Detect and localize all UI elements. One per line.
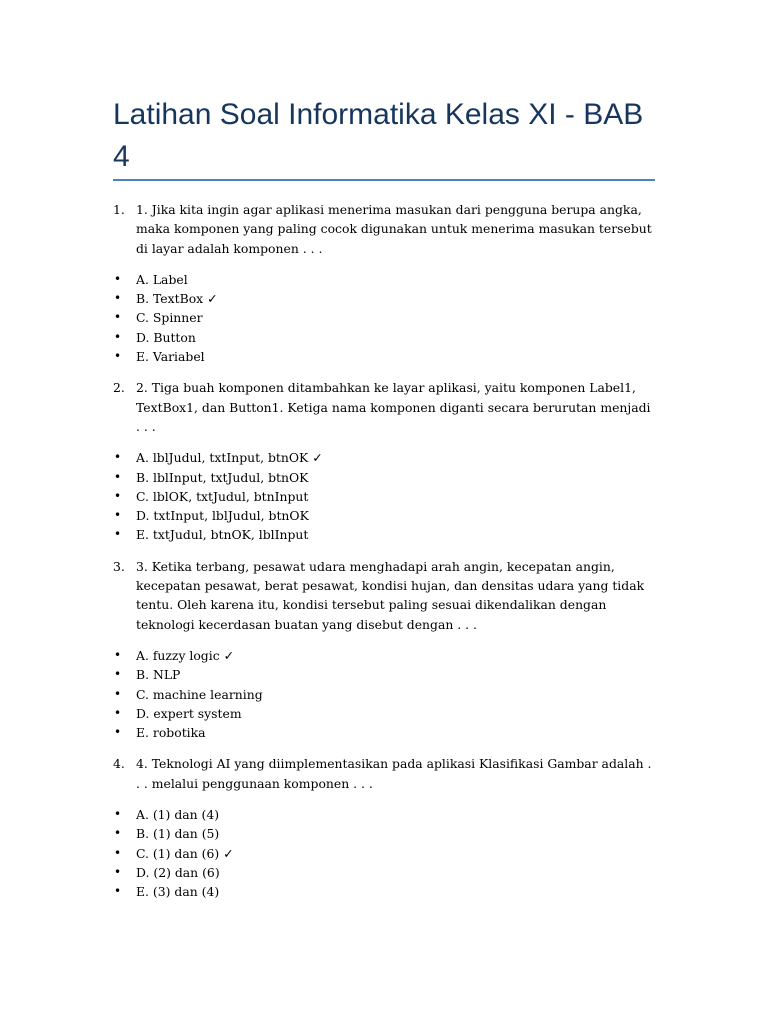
bullet-icon: •: [114, 469, 122, 484]
option-c: [113, 487, 658, 506]
option-text: A. (1) dan (4): [136, 807, 220, 823]
bullet-icon: •: [114, 508, 122, 523]
option-text: C. machine learning: [136, 686, 263, 702]
bullet-icon: •: [114, 725, 122, 740]
question-number: 4.: [113, 756, 125, 772]
option-text: B. NLP: [136, 667, 181, 683]
question-list: [113, 200, 658, 914]
bullet-icon: •: [114, 884, 122, 899]
bullet-icon: •: [114, 349, 122, 364]
question-text: 2. Tiga buah komponen ditambahkan ke layar aplikasi, yaitu komponen Label1, TextBox1, dan Button1. Ketiga nama komponen diganti secara berurutan menjadi . . .: [136, 380, 651, 434]
option-e: [113, 347, 658, 366]
bullet-icon: •: [114, 310, 122, 325]
option-text: E. txtJudul, btnOK, lblInput: [136, 527, 309, 543]
bullet-icon: •: [114, 826, 122, 841]
option-text: A. Label: [136, 271, 188, 287]
option-e: [113, 525, 658, 544]
bullet-icon: •: [114, 647, 122, 662]
option-text: A. lblJudul, txtInput, btnOK ✓: [136, 450, 323, 466]
question-text: 1. Jika kita ingin agar aplikasi menerima masukan dari pengguna berupa angka, maka komponen yang paling cocok digunakan untuk menerima masukan tersebut di layar adalah komponen . . .: [136, 202, 652, 256]
question-number: 2.: [113, 380, 125, 396]
title-underline: [113, 179, 655, 181]
option-text: D. Button: [136, 329, 196, 345]
bullet-icon: •: [114, 686, 122, 701]
bullet-icon: •: [114, 864, 122, 879]
option-b: [113, 468, 658, 487]
option-text: D. txtInput, lblJudul, btnOK: [136, 508, 309, 524]
question-1: [113, 200, 658, 258]
option-d: [113, 506, 658, 525]
option-text: D. expert system: [136, 705, 242, 721]
option-text: B. TextBox ✓: [136, 291, 218, 307]
option-e: [113, 723, 658, 742]
question-3-options: [113, 646, 658, 742]
question-text: 4. Teknologi AI yang diimplementasikan pada aplikasi Klasifikasi Gambar adalah . . . melalui penggunaan komponen . . .: [136, 756, 652, 791]
option-text: E. (3) dan (4): [136, 884, 220, 900]
option-d: [113, 328, 658, 347]
option-b: [113, 289, 658, 308]
option-c: [113, 308, 658, 327]
bullet-icon: •: [114, 705, 122, 720]
option-text: D. (2) dan (6): [136, 864, 220, 880]
question-2: [113, 378, 658, 436]
option-c: [113, 685, 658, 704]
bullet-icon: •: [114, 807, 122, 822]
option-text: E. robotika: [136, 725, 206, 741]
question-3: [113, 557, 658, 634]
bullet-icon: •: [114, 271, 122, 286]
bullet-icon: •: [114, 667, 122, 682]
option-text: B. lblInput, txtJudul, btnOK: [136, 469, 309, 485]
bullet-icon: •: [114, 329, 122, 344]
option-b: [113, 665, 658, 684]
option-d: [113, 704, 658, 723]
option-text: A. fuzzy logic ✓: [136, 647, 234, 663]
option-text: C. (1) dan (6) ✓: [136, 845, 234, 861]
question-1-options: [113, 270, 658, 366]
bullet-icon: •: [114, 845, 122, 860]
option-a: [113, 646, 658, 665]
option-d: [113, 863, 658, 882]
option-a: [113, 270, 658, 289]
option-c: [113, 844, 658, 863]
bullet-icon: •: [114, 527, 122, 542]
option-b: [113, 824, 658, 843]
bullet-icon: •: [114, 488, 122, 503]
option-text: C. Spinner: [136, 310, 203, 326]
question-2-options: [113, 448, 658, 544]
bullet-icon: •: [114, 450, 122, 465]
question-number: 1.: [113, 202, 125, 217]
option-text: B. (1) dan (5): [136, 826, 220, 842]
bullet-icon: •: [114, 291, 122, 306]
document-title: Latihan Soal Informatika Kelas XI - BAB 4: [113, 98, 644, 173]
question-4: [113, 754, 658, 793]
option-text: C. lblOK, txtJudul, btnInput: [136, 488, 309, 504]
option-e: [113, 882, 658, 901]
option-text: E. Variabel: [136, 349, 205, 365]
option-a: [113, 448, 658, 467]
question-text: 3. Ketika terbang, pesawat udara menghadapi arah angin, kecepatan angin, kecepatan pesawat, berat pesawat, kondisi hujan, dan densitas udara yang tidak tentu. Oleh karena itu, kondisi tersebut paling sesuai dikendalikan dengan teknologi kecerdasan buatan yang disebut dengan . . .: [136, 558, 645, 632]
option-a: [113, 805, 658, 824]
question-4-options: [113, 805, 658, 901]
question-number: 3.: [113, 558, 125, 574]
